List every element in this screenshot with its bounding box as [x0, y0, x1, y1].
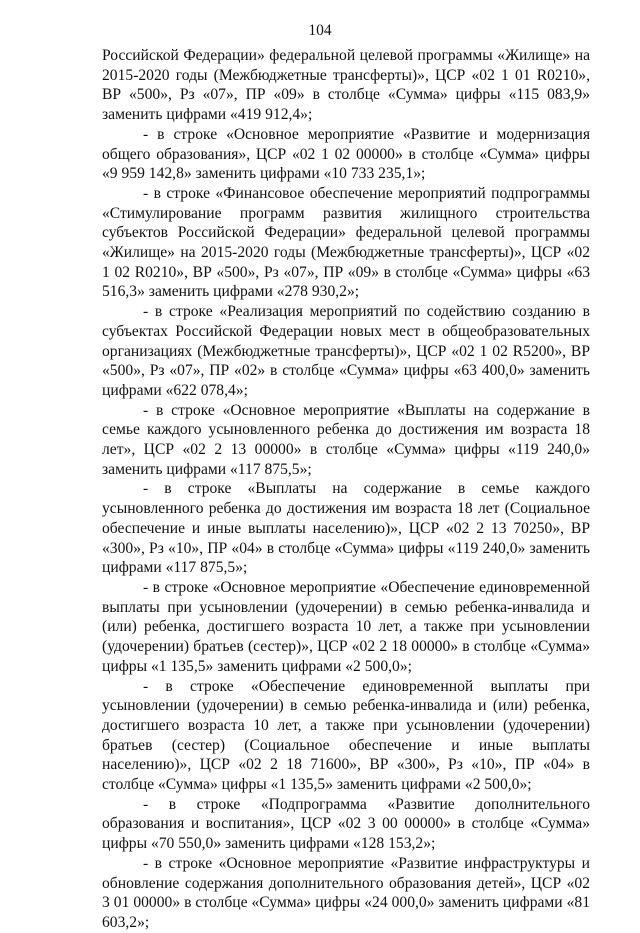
- paragraph-amendment: - в строке «Обеспечение единовременной выплаты при усыновлении (удочерении) в семью ребенка-инвалида и (или) ребенка, достигшего возраста 10 лет, а также при усыновлении (удочерении) братьев (сестер) (Социальное обеспечение и иные выплаты населению)», ЦСР «02 2 18 71600», ВР «300», Рз «10», ПР «04» в столбце «Сумма» цифры «1 135,5» заменить цифрами «2 500,0»;: [102, 677, 590, 794]
- paragraph-amendment: - в строке «Выплаты на содержание в семье каждого усыновленного ребенка до достижения им возраста 18 лет (Социальное обеспечение и иные выплаты населению)», ЦСР «02 2 13 70250», ВР «300», Рз «10», ПР «04» в столбце «Сумма» цифры «119 240,0» заменить цифрами «117 875,5»;: [102, 480, 590, 577]
- paragraph-amendment: - в строке «Подпрограмма «Развитие дополнительного образования и воспитания», ЦСР «02 3 00 00000» в столбце «Сумма» цифры «70 550,0» заменить цифрами «128 153,2»;: [102, 795, 590, 853]
- paragraph-amendment: - в строке «Основное мероприятие «Выплаты на содержание в семье каждого усыновленного ребенка до достижения им возраста 18 лет», ЦСР «02 2 13 00000» в столбце «Сумма» цифры «119 240,0» заменить цифрами «117 875,5»;: [102, 401, 590, 478]
- paragraph-amendment: - в строке «Основное мероприятие «Развитие и модернизация общего образования», ЦСР «02 1 02 00000» в столбце «Сумма» цифры «9 959 142,8» заменить цифрами «10 733 235,1»;: [102, 125, 590, 183]
- document-body: [102, 46, 590, 933]
- page-number: 104: [308, 22, 332, 39]
- paragraph-amendment: - в строке «Реализация мероприятий по содействию созданию в субъектах Российской Федерации новых мест в общеобразовательных организациях (Межбюджетные трансферты)», ЦСР «02 1 02 R5200», ВР «500», Рз «07», ПР «02» в столбце «Сумма» цифры «63 400,0» заменить цифрами «622 078,4»;: [102, 303, 590, 399]
- paragraph-amendment: - в строке «Финансовое обеспечение мероприятий подпрограммы «Стимулирование программ развития жилищного строительства субъектов Российской Федерации» федеральной целевой программы «Жилище» на 2015-2020 годы (Межбюджетные трансферты)», ЦСР «02 1 02 R0210», ВР «500», Рз «07», ПР «09» в столбце «Сумма» цифры «63 516,3» заменить цифрами «278 930,2»;: [102, 184, 590, 301]
- paragraph-amendment: - в строке «Основное мероприятие «Обеспечение единовременной выплаты при усыновлении (удочерении) в семью ребенка-инвалида и (или) ребенка, достигшего возраста 10 лет, а также при усыновлении (удочерении) братьев (сестер)», ЦСР «02 2 18 00000» в столбце «Сумма» цифры «1 135,5» заменить цифрами «2 500,0»;: [102, 578, 590, 675]
- paragraph-amendment: - в строке «Основное мероприятие «Развитие инфраструктуры и обновление содержания дополнительного образования детей», ЦСР «02 3 01 00000» в столбце «Сумма» цифры «24 000,0» заменить цифрами «81 603,2»;: [102, 854, 590, 931]
- paragraph-continuation: Российской Федерации» федеральной целевой программы «Жилище» на 2015-2020 годы (Межбюджетные трансферты)», ЦСР «02 1 01 R0210», ВР «500», Рз «07», ПР «09» в столбце «Сумма» цифры «115 083,9» заменить цифрами «419 912,4»;: [102, 47, 590, 124]
